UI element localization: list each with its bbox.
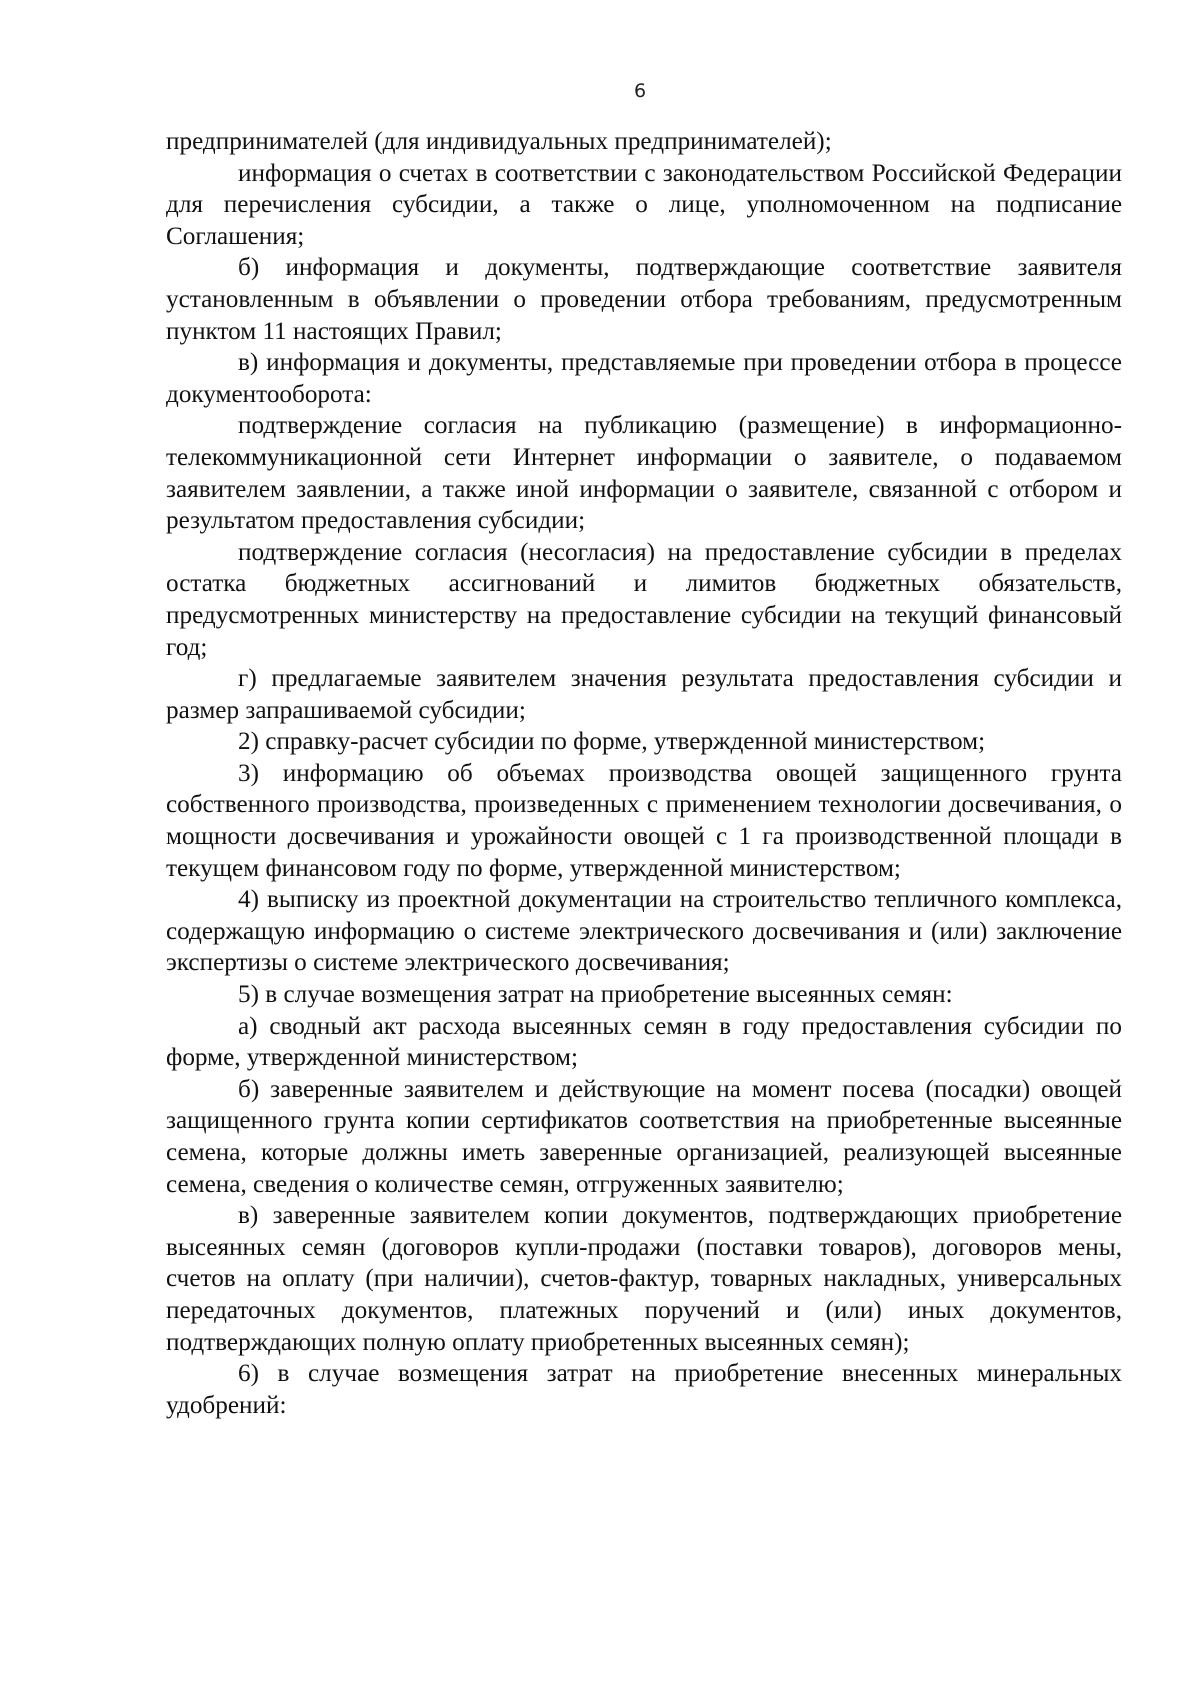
paragraph: в) заверенные заявителем копии документов, подтверждающих приобретение высеянных семян (договоров купли-продажи (поставки товаров), договоров мены, счетов на оплату (при наличии), счетов-фактур, товарных накладных, универсальных передаточных документов, платежных поручений и (или) иных документов, подтверждающих полную оплату приобретенных высеянных семян); [166, 1202, 1122, 1356]
paragraph: предпринимателей (для индивидуальных предпринимателей); [166, 128, 832, 155]
paragraph: б) заверенные заявителем и действующие на момент посева (посадки) овощей защищенного грунта копии сертификатов соответствия на приобретенные высеянные семена, которые должны иметь заверенные организацией, реализующей высеянные семена, сведения о количестве семян, отгруженных заявителю; [166, 1075, 1122, 1198]
paragraph: 6) в случае возмещения затрат на приобретение внесенных минеральных удобрений: [166, 1360, 1122, 1419]
paragraph: б) информация и документы, подтверждающие соответствие заявителя установленным в объявлении о проведении отбора требованиям, предусмотренным пунктом 11 настоящих Правил; [166, 254, 1122, 345]
paragraph: 4) выписку из проектной документации на строительство тепличного комплекса, содержащую информацию о системе электрического досвечивания и (или) заключение экспертизы о системе электрического досвечивания; [166, 886, 1122, 977]
paragraph: 3) информацию об объемах производства овощей защищенного грунта собственного производства, произведенных с применением технологии досвечивания, о мощности досвечивания и урожайности овощей с 1 га производственной площади в текущем финансовом году по форме, утвержденной министерством; [166, 759, 1122, 882]
page-number: 6 [633, 80, 647, 102]
paragraph: 2) справку-расчет субсидии по форме, утвержденной министерством; [238, 728, 986, 756]
paragraph: подтверждение согласия на публикацию (размещение) в информационно-телекоммуникационной сети Интернет информации о заявителе, о подаваемом заявителем заявлении, а также иной информации о заявителе, связанной с отбором и результатом предоставления субсидии; [166, 412, 1122, 535]
paragraph: а) сводный акт расхода высеянных семян в году предоставления субсидии по форме, утвержденной министерством; [166, 1012, 1122, 1072]
paragraph: информация о счетах в соответствии с законодательством Российской Федерации для перечисления субсидии, а также о лице, уполномоченном на подписание Соглашения; [166, 159, 1122, 250]
document-body [166, 126, 1122, 1421]
paragraph: подтверждение согласия (несогласия) на предоставление субсидии в пределах остатка бюджетных ассигнований и лимитов бюджетных обязательств, предусмотренных министерству на предоставление субсидии на текущий финансовый год; [166, 538, 1122, 661]
paragraph: г) предлагаемые заявителем значения результата предоставления субсидии и размер запрашиваемой субсидии; [166, 665, 1122, 724]
paragraph: 5) в случае возмещения затрат на приобретение высеянных семян: [238, 981, 953, 1009]
paragraph: в) информация и документы, представляемые при проведении отбора в процессе документооборота: [166, 349, 1122, 408]
